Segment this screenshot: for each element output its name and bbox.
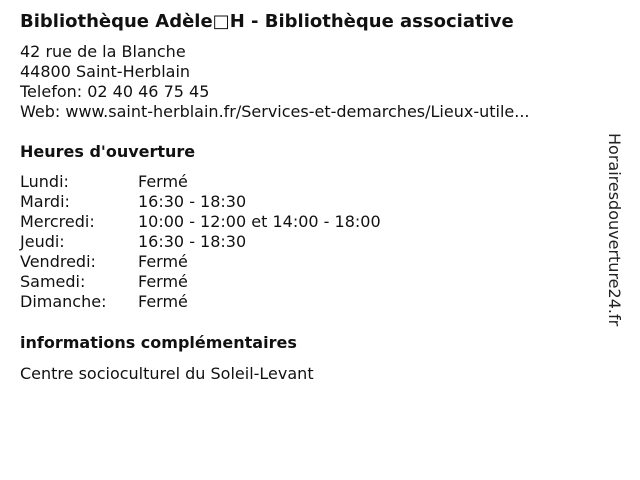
hours-value: 16:30 - 18:30	[138, 192, 247, 211]
street-address: 42 rue de la Blanche	[20, 42, 186, 61]
day-label: Samedi:	[20, 272, 86, 291]
hours-row-saturday	[20, 272, 600, 292]
hours-value: Fermé	[138, 252, 188, 271]
phone-number: Telefon: 02 40 46 75 45	[20, 82, 210, 101]
website-link[interactable]: Web: www.saint-herblain.fr/Services-et-demarches/Lieux-utile...	[20, 102, 530, 121]
day-label: Dimanche:	[20, 292, 107, 311]
day-label: Mardi:	[20, 192, 70, 211]
hours-value: Fermé	[138, 292, 188, 311]
hours-value: 10:00 - 12:00 et 14:00 - 18:00	[138, 212, 381, 231]
hours-row-wednesday	[20, 212, 600, 232]
library-info-card	[20, 10, 600, 384]
hours-value: 16:30 - 18:30	[138, 232, 247, 251]
day-label: Lundi:	[20, 172, 69, 191]
hours-row-thursday	[20, 232, 600, 252]
opening-hours-list	[20, 172, 600, 312]
day-label: Mercredi:	[20, 212, 95, 231]
hours-row-monday	[20, 172, 600, 192]
hours-row-sunday	[20, 292, 600, 312]
day-label: Jeudi:	[20, 232, 65, 251]
hours-row-friday	[20, 252, 600, 272]
hours-row-tuesday	[20, 192, 600, 212]
opening-hours-title: Heures d'ouverture	[20, 142, 196, 161]
library-title: Bibliothèque Adèle□H - Bibliothèque associative	[20, 11, 514, 32]
contact-details	[20, 42, 600, 122]
additional-info-text: Centre socioculturel du Soleil-Levant	[20, 364, 314, 383]
postal-city: 44800 Saint-Herblain	[20, 62, 191, 81]
hours-value: Fermé	[138, 272, 188, 291]
additional-info-title: informations complémentaires	[20, 333, 297, 352]
hours-value: Fermé	[138, 172, 188, 191]
day-label: Vendredi:	[20, 252, 96, 271]
site-watermark: Horairesdouverture24.fr	[605, 133, 624, 327]
